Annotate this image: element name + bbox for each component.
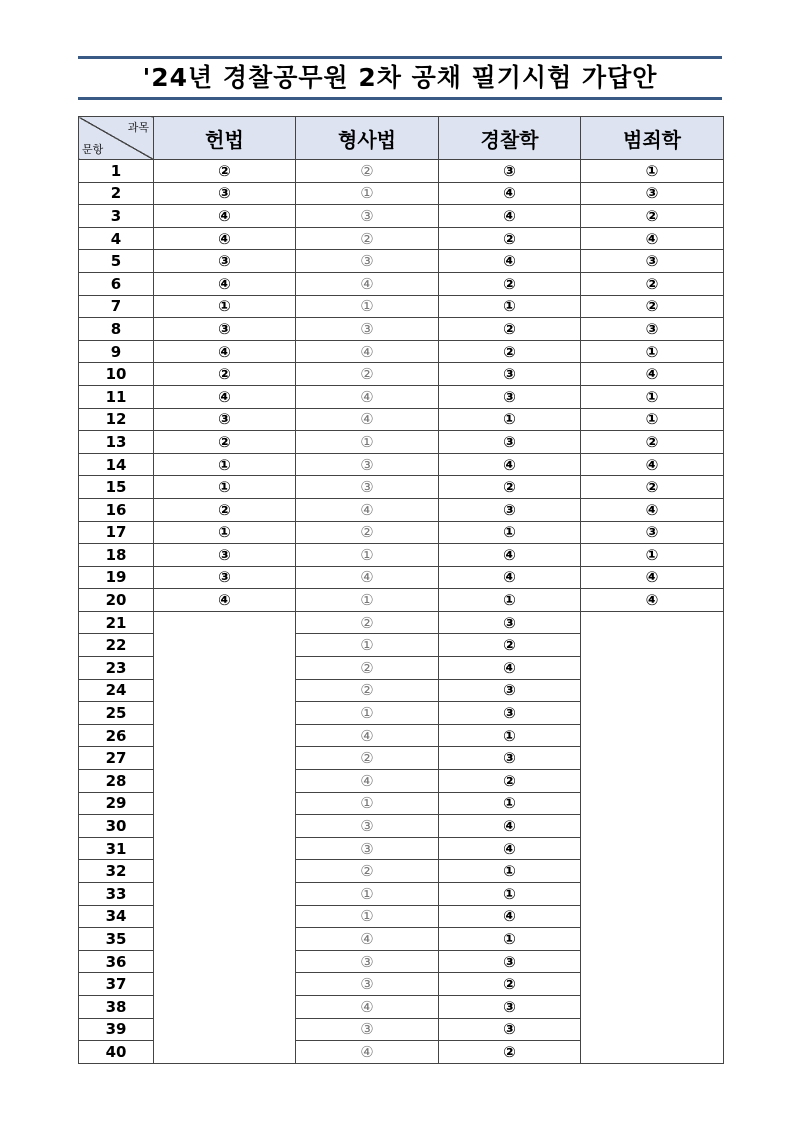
answer-cell-criminal-law: ④ <box>296 1041 439 1064</box>
question-number: 26 <box>79 724 154 747</box>
header-corner <box>79 117 154 160</box>
answer-cell-criminal-law: ③ <box>296 837 439 860</box>
empty-cell-criminology <box>581 611 724 1063</box>
answer-cell-criminology: ④ <box>581 227 724 250</box>
answer-cell-police-science: ① <box>439 295 581 318</box>
answer-cell-police-science: ③ <box>439 611 581 634</box>
answer-cell-criminal-law: ④ <box>296 385 439 408</box>
table-row <box>79 160 724 183</box>
question-number: 32 <box>79 860 154 883</box>
answer-cell-criminology: ③ <box>581 182 724 205</box>
answer-cell-police-science: ③ <box>439 1018 581 1041</box>
answer-cell-constitution: ④ <box>154 272 296 295</box>
question-number: 20 <box>79 589 154 612</box>
corner-subject-label: 과목 <box>127 121 149 134</box>
answer-cell-criminal-law: ① <box>296 634 439 657</box>
answer-cell-constitution: ③ <box>154 566 296 589</box>
answer-cell-constitution: ② <box>154 363 296 386</box>
subject-criminal-law: 형사법 <box>296 117 439 160</box>
page-title: '24년 경찰공무원 2차 공채 필기시험 가답안 <box>142 63 658 92</box>
answer-cell-constitution: ① <box>154 476 296 499</box>
answer-cell-police-science: ① <box>439 589 581 612</box>
empty-cell-constitution <box>154 611 296 1063</box>
answer-cell-criminal-law: ④ <box>296 408 439 431</box>
question-number: 5 <box>79 250 154 273</box>
table-row <box>79 385 724 408</box>
answer-cell-criminal-law: ② <box>296 160 439 183</box>
answer-cell-criminal-law: ② <box>296 657 439 680</box>
answer-cell-criminal-law: ① <box>296 295 439 318</box>
question-number: 16 <box>79 498 154 521</box>
subject-constitution: 헌법 <box>154 117 296 160</box>
answer-cell-criminal-law: ④ <box>296 995 439 1018</box>
answer-cell-police-science: ② <box>439 272 581 295</box>
question-number: 29 <box>79 792 154 815</box>
answer-cell-criminal-law: ① <box>296 431 439 454</box>
answer-cell-criminal-law: ③ <box>296 476 439 499</box>
answer-cell-police-science: ① <box>439 860 581 883</box>
answer-cell-police-science: ② <box>439 476 581 499</box>
answer-cell-criminal-law: ② <box>296 227 439 250</box>
table-row <box>79 544 724 567</box>
question-number: 13 <box>79 431 154 454</box>
answer-cell-criminology: ① <box>581 385 724 408</box>
answer-cell-criminal-law: ① <box>296 883 439 906</box>
subject-police-science: 경찰학 <box>439 117 581 160</box>
answer-cell-constitution: ① <box>154 521 296 544</box>
question-number: 27 <box>79 747 154 770</box>
question-number: 37 <box>79 973 154 996</box>
question-number: 31 <box>79 837 154 860</box>
question-number: 22 <box>79 634 154 657</box>
answer-cell-criminal-law: ③ <box>296 950 439 973</box>
answer-cell-constitution: ④ <box>154 227 296 250</box>
answer-cell-criminal-law: ② <box>296 860 439 883</box>
question-number: 39 <box>79 1018 154 1041</box>
answer-cell-criminal-law: ③ <box>296 318 439 341</box>
question-number: 34 <box>79 905 154 928</box>
answer-cell-criminology: ④ <box>581 498 724 521</box>
answer-cell-police-science: ④ <box>439 566 581 589</box>
answer-cell-criminology: ② <box>581 476 724 499</box>
answer-cell-criminal-law: ④ <box>296 340 439 363</box>
answer-cell-constitution: ④ <box>154 589 296 612</box>
answer-cell-police-science: ② <box>439 318 581 341</box>
question-number: 10 <box>79 363 154 386</box>
answer-cell-criminal-law: ④ <box>296 498 439 521</box>
answer-cell-constitution: ③ <box>154 182 296 205</box>
answer-cell-criminal-law: ① <box>296 589 439 612</box>
answer-table <box>78 116 724 1064</box>
answer-cell-criminology: ② <box>581 295 724 318</box>
table-row <box>79 205 724 228</box>
answer-cell-criminology: ② <box>581 205 724 228</box>
question-number: 33 <box>79 883 154 906</box>
table-row <box>79 431 724 454</box>
answer-cell-police-science: ② <box>439 634 581 657</box>
question-number: 4 <box>79 227 154 250</box>
question-number: 2 <box>79 182 154 205</box>
answer-cell-criminal-law: ② <box>296 363 439 386</box>
question-number: 30 <box>79 815 154 838</box>
answer-cell-criminal-law: ③ <box>296 205 439 228</box>
answer-cell-criminology: ④ <box>581 363 724 386</box>
answer-cell-police-science: ③ <box>439 702 581 725</box>
answer-cell-police-science: ④ <box>439 250 581 273</box>
corner-question-label: 문항 <box>82 143 104 156</box>
answer-cell-criminal-law: ③ <box>296 815 439 838</box>
answer-cell-police-science: ① <box>439 724 581 747</box>
answer-cell-police-science: ③ <box>439 385 581 408</box>
answer-cell-criminal-law: ① <box>296 702 439 725</box>
question-number: 8 <box>79 318 154 341</box>
answer-cell-criminology: ② <box>581 431 724 454</box>
answer-cell-police-science: ③ <box>439 950 581 973</box>
answer-cell-criminal-law: ④ <box>296 770 439 793</box>
answer-cell-police-science: ④ <box>439 815 581 838</box>
answer-cell-criminal-law: ④ <box>296 272 439 295</box>
answer-cell-police-science: ② <box>439 973 581 996</box>
table-row <box>79 340 724 363</box>
answer-cell-police-science: ① <box>439 792 581 815</box>
table-row <box>79 408 724 431</box>
table-row <box>79 295 724 318</box>
answer-cell-police-science: ④ <box>439 453 581 476</box>
answer-cell-criminology: ① <box>581 160 724 183</box>
answer-cell-police-science: ④ <box>439 657 581 680</box>
answer-cell-criminology: ③ <box>581 318 724 341</box>
answer-cell-criminal-law: ② <box>296 679 439 702</box>
question-number: 23 <box>79 657 154 680</box>
answer-cell-constitution: ③ <box>154 318 296 341</box>
question-number: 7 <box>79 295 154 318</box>
answer-cell-criminal-law: ④ <box>296 566 439 589</box>
answer-cell-constitution: ③ <box>154 408 296 431</box>
answer-cell-police-science: ③ <box>439 363 581 386</box>
answer-cell-criminology: ② <box>581 272 724 295</box>
question-number: 9 <box>79 340 154 363</box>
answer-cell-police-science: ③ <box>439 431 581 454</box>
answer-cell-police-science: ③ <box>439 498 581 521</box>
question-number: 6 <box>79 272 154 295</box>
question-number: 24 <box>79 679 154 702</box>
answer-cell-criminal-law: ④ <box>296 724 439 747</box>
question-number: 28 <box>79 770 154 793</box>
answer-cell-police-science: ② <box>439 340 581 363</box>
table-row <box>79 476 724 499</box>
answer-cell-police-science: ② <box>439 1041 581 1064</box>
question-number: 15 <box>79 476 154 499</box>
answer-cell-constitution: ① <box>154 453 296 476</box>
header-row <box>79 117 724 160</box>
table-row <box>79 318 724 341</box>
answer-cell-police-science: ④ <box>439 905 581 928</box>
answer-cell-constitution: ① <box>154 295 296 318</box>
answer-cell-police-science: ④ <box>439 182 581 205</box>
table-row <box>79 227 724 250</box>
answer-cell-police-science: ③ <box>439 995 581 1018</box>
table-row <box>79 521 724 544</box>
table-row <box>79 272 724 295</box>
answer-cell-criminal-law: ① <box>296 905 439 928</box>
question-number: 18 <box>79 544 154 567</box>
answer-cell-criminal-law: ② <box>296 747 439 770</box>
answer-cell-criminology: ④ <box>581 566 724 589</box>
question-number: 11 <box>79 385 154 408</box>
answer-cell-police-science: ① <box>439 883 581 906</box>
answer-cell-police-science: ① <box>439 408 581 431</box>
answer-body <box>79 160 724 1064</box>
table-row <box>79 498 724 521</box>
answer-cell-police-science: ③ <box>439 160 581 183</box>
answer-cell-constitution: ② <box>154 431 296 454</box>
answer-cell-criminology: ① <box>581 544 724 567</box>
question-number: 36 <box>79 950 154 973</box>
answer-cell-constitution: ② <box>154 498 296 521</box>
answer-cell-constitution: ③ <box>154 544 296 567</box>
question-number: 21 <box>79 611 154 634</box>
answer-cell-criminology: ④ <box>581 453 724 476</box>
answer-cell-criminal-law: ③ <box>296 453 439 476</box>
answer-cell-criminology: ① <box>581 340 724 363</box>
question-number: 17 <box>79 521 154 544</box>
question-number: 1 <box>79 160 154 183</box>
question-number: 14 <box>79 453 154 476</box>
answer-cell-criminal-law: ① <box>296 544 439 567</box>
answer-cell-criminal-law: ① <box>296 792 439 815</box>
answer-cell-criminology: ④ <box>581 589 724 612</box>
answer-cell-police-science: ① <box>439 521 581 544</box>
table-row <box>79 611 724 634</box>
question-number: 3 <box>79 205 154 228</box>
answer-cell-criminal-law: ③ <box>296 973 439 996</box>
question-number: 38 <box>79 995 154 1018</box>
answer-cell-criminology: ③ <box>581 521 724 544</box>
title-block <box>78 56 722 100</box>
question-number: 25 <box>79 702 154 725</box>
answer-cell-constitution: ④ <box>154 340 296 363</box>
answer-cell-constitution: ② <box>154 160 296 183</box>
table-row <box>79 589 724 612</box>
question-number: 19 <box>79 566 154 589</box>
answer-cell-police-science: ④ <box>439 205 581 228</box>
title-rule-bottom <box>78 97 722 100</box>
answer-cell-police-science: ④ <box>439 837 581 860</box>
answer-cell-police-science: ② <box>439 770 581 793</box>
answer-cell-constitution: ④ <box>154 205 296 228</box>
answer-cell-criminal-law: ② <box>296 611 439 634</box>
question-number: 12 <box>79 408 154 431</box>
table-row <box>79 566 724 589</box>
answer-cell-police-science: ② <box>439 227 581 250</box>
answer-cell-criminology: ① <box>581 408 724 431</box>
question-number: 35 <box>79 928 154 951</box>
answer-cell-police-science: ③ <box>439 679 581 702</box>
answer-cell-police-science: ③ <box>439 747 581 770</box>
answer-cell-constitution: ④ <box>154 385 296 408</box>
answer-cell-police-science: ① <box>439 928 581 951</box>
table-row <box>79 363 724 386</box>
question-number: 40 <box>79 1041 154 1064</box>
table-row <box>79 250 724 273</box>
answer-cell-criminal-law: ③ <box>296 250 439 273</box>
answer-cell-police-science: ④ <box>439 544 581 567</box>
answer-cell-criminology: ③ <box>581 250 724 273</box>
answer-cell-criminal-law: ③ <box>296 1018 439 1041</box>
answer-cell-criminal-law: ④ <box>296 928 439 951</box>
answer-cell-criminal-law: ② <box>296 521 439 544</box>
answer-cell-criminal-law: ① <box>296 182 439 205</box>
answer-cell-constitution: ③ <box>154 250 296 273</box>
table-row <box>79 182 724 205</box>
subject-criminology: 범죄학 <box>581 117 724 160</box>
table-row <box>79 453 724 476</box>
